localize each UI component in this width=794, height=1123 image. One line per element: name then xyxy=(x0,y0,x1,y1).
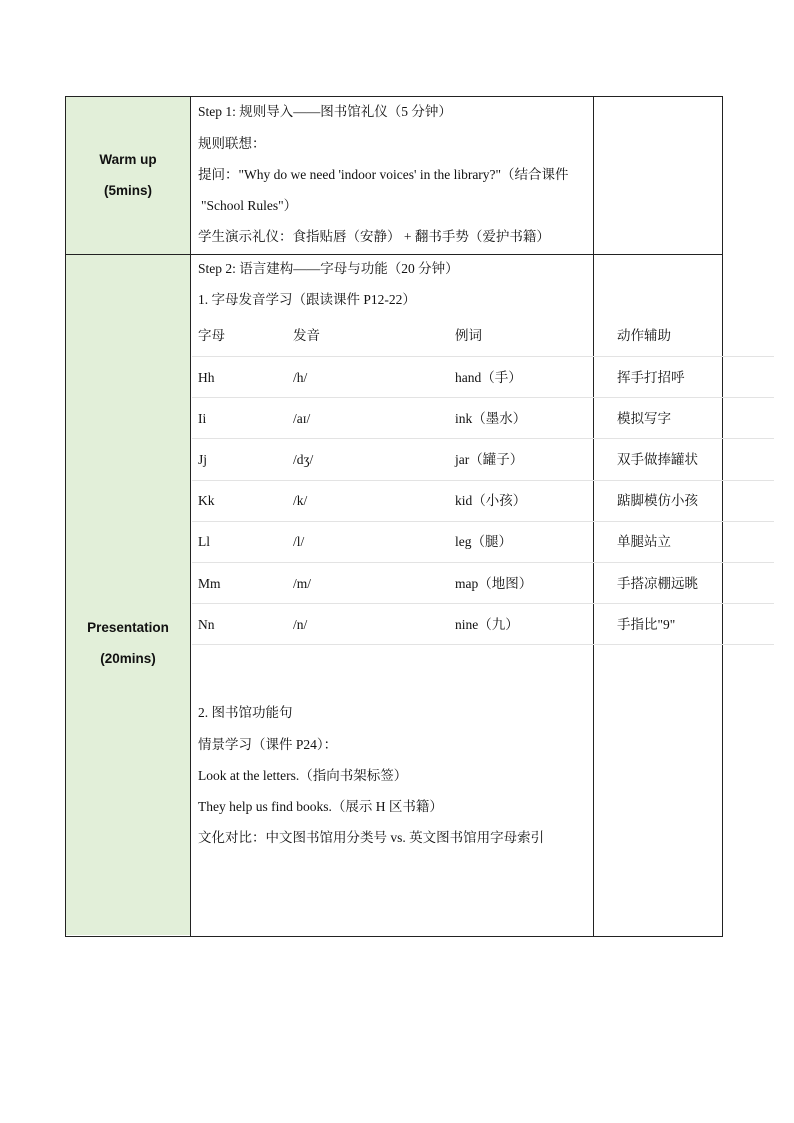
column-divider xyxy=(190,97,191,936)
warmup-line: "School Rules"） xyxy=(201,198,298,213)
header-action: 动作辅助 xyxy=(617,328,671,343)
presentation-step-title: Step 2: 语言建构——字母与功能（20 分钟） xyxy=(198,261,459,276)
header-example: 例词 xyxy=(455,328,482,343)
row-separator xyxy=(192,521,774,522)
letter-cell: Jj xyxy=(198,452,208,467)
example-cell: leg（腿） xyxy=(455,534,512,549)
section2-line: 情景学习（课件 P24）： xyxy=(198,737,338,752)
letter-cell: Nn xyxy=(198,617,215,632)
pronunciation-cell: /dʒ/ xyxy=(293,452,314,467)
letter-cell: Ll xyxy=(198,534,210,549)
action-cell: 模拟写字 xyxy=(617,411,671,426)
row-divider xyxy=(66,254,722,255)
pronunciation-cell: /k/ xyxy=(293,493,308,508)
row-separator xyxy=(192,480,774,481)
example-cell: jar（罐子） xyxy=(455,452,524,467)
action-cell: 踮脚模仿小孩 xyxy=(617,493,698,508)
row-separator xyxy=(192,644,774,645)
warmup-line: 学生演示礼仪：食指贴唇（安静） + 翻书手势（爱护书籍） xyxy=(198,229,550,244)
row-separator xyxy=(192,438,774,439)
column-divider xyxy=(593,97,594,936)
pronunciation-cell: /n/ xyxy=(293,617,308,632)
letter-cell: Ii xyxy=(198,411,207,426)
section2-title: 2. 图书馆功能句 xyxy=(198,705,293,720)
warmup-label: Warm up xyxy=(99,152,157,167)
section1-title: 1. 字母发音学习（跟读课件 P12-22） xyxy=(198,292,416,307)
pronunciation-cell: /aɪ/ xyxy=(293,411,311,426)
row-separator xyxy=(192,356,774,357)
letter-cell: Hh xyxy=(198,370,215,385)
row-separator xyxy=(192,562,774,563)
pronunciation-cell: /m/ xyxy=(293,576,312,591)
action-cell: 单腿站立 xyxy=(617,534,671,549)
presentation-duration: (20mins) xyxy=(100,651,156,666)
section2-line: Look at the letters.（指向书架标签） xyxy=(198,768,408,783)
header-pronunciation: 发音 xyxy=(293,328,320,343)
row-separator xyxy=(192,603,774,604)
action-cell: 手搭凉棚远眺 xyxy=(617,576,698,591)
letter-cell: Kk xyxy=(198,493,215,508)
pronunciation-cell: /h/ xyxy=(293,370,308,385)
pronunciation-cell: /l/ xyxy=(293,534,305,549)
action-cell: 双手做捧罐状 xyxy=(617,452,698,467)
action-cell: 挥手打招呼 xyxy=(617,370,685,385)
example-cell: map（地图） xyxy=(455,576,533,591)
letter-cell: Mm xyxy=(198,576,221,591)
warmup-duration: (5mins) xyxy=(103,183,152,198)
example-cell: nine（九） xyxy=(455,617,519,632)
section2-line: 文化对比：中文图书馆用分类号 vs. 英文图书馆用字母索引 xyxy=(198,830,545,845)
action-cell: 手指比"9" xyxy=(617,617,676,632)
presentation-label: Presentation xyxy=(87,620,169,635)
example-cell: ink（墨水） xyxy=(455,411,527,426)
header-letter: 字母 xyxy=(198,328,225,343)
section2-line: They help us find books.（展示 H 区书籍） xyxy=(198,799,443,814)
warmup-step-title: Step 1: 规则导入——图书馆礼仪（5 分钟） xyxy=(198,104,452,119)
row-separator xyxy=(192,397,774,398)
presentation-label-cell xyxy=(66,255,190,935)
example-cell: kid（小孩） xyxy=(455,493,527,508)
example-cell: hand（手） xyxy=(455,370,522,385)
warmup-line: 提问："Why do we need 'indoor voices' in the library?"（结合课件 xyxy=(198,167,569,182)
warmup-line: 规则联想： xyxy=(198,136,266,151)
